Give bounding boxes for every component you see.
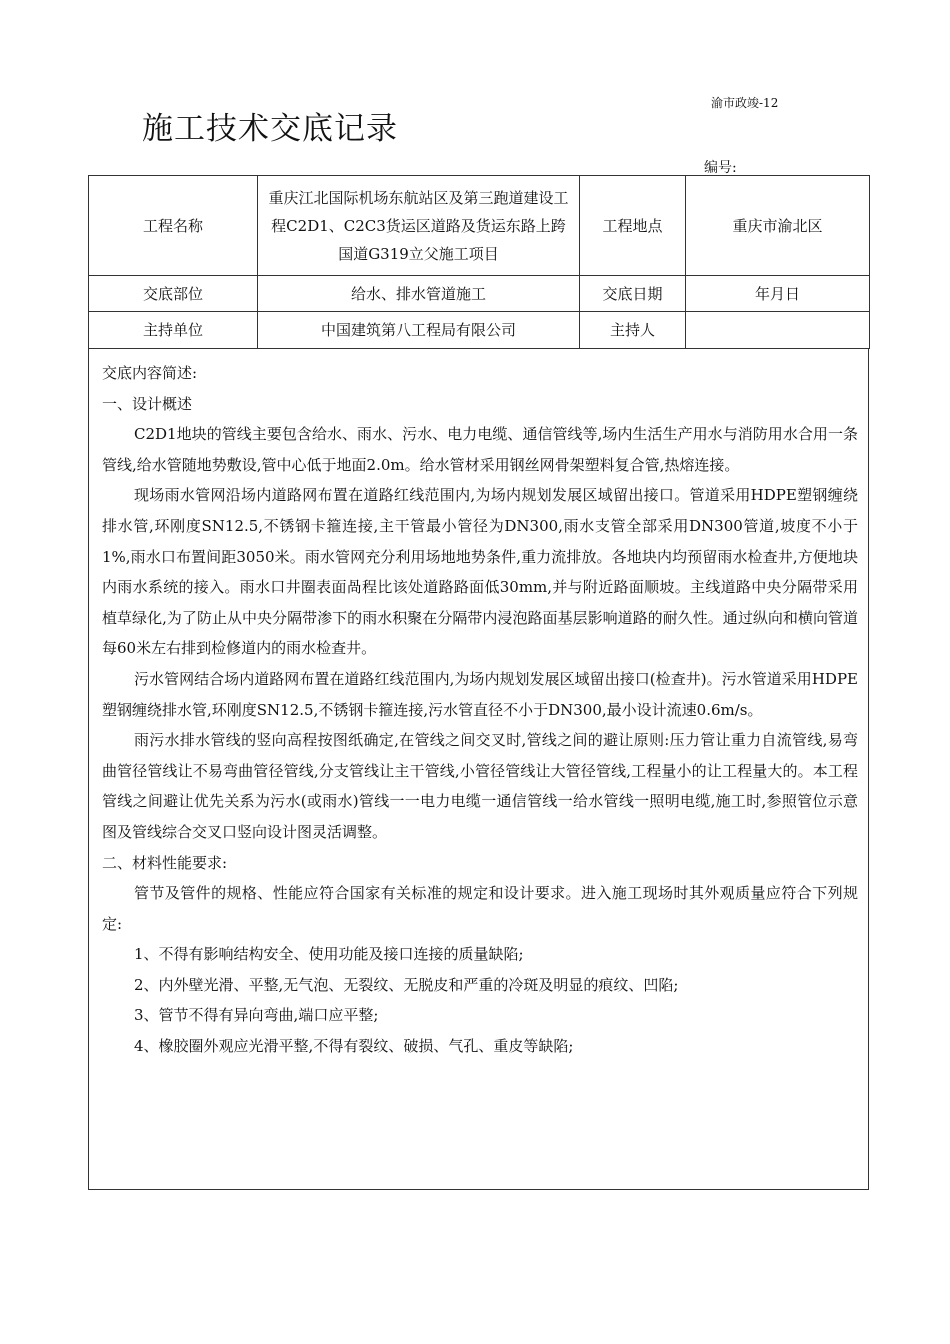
part-value: 给水、排水管道施工 <box>258 276 580 312</box>
table-row <box>89 312 870 349</box>
info-table <box>88 175 870 349</box>
paragraph: 污水管网结合场内道路网布置在道路红线范围内,为场内规划发展区域留出接口(检查井)。污水管道采用HDPE塑钢缠绕排水管,环刚度SN12.5,不锈钢卡箍连接,污水管直径不小于DN300,最小设计流速0.6m/s。 <box>102 669 858 719</box>
paragraph: 雨污水排水管线的竖向高程按图纸确定,在管线之间交叉时,管线之间的避让原则:压力管让重力自流管线,易弯曲管径管线让不易弯曲管径管线,分支管线让主干管线,小管径管线让大管径管线,工程量小的让工程量大的。本工程管线之间避让优先关系为污水(或雨水)管线一一电力电缆一通信管线一给水管线一照明电缆,施工时,参照管位示意图及管线综合交叉口竖向设计图灵活调整。 <box>102 731 858 841</box>
date-value: 年月日 <box>686 276 870 312</box>
project-name-label: 工程名称 <box>89 176 258 276</box>
part-label: 交底部位 <box>89 276 258 312</box>
table-row <box>89 176 870 276</box>
form-code: 渝市政竣-12 <box>711 96 779 110</box>
list-item: 2、内外壁光滑、平整,无气泡、无裂纹、无脱皮和严重的冷斑及明显的痕纹、凹陷; <box>134 975 679 994</box>
paragraph: C2D1地块的管线主要包含给水、雨水、污水、电力电缆、通信管线等,场内生活生产用水与消防用水合用一条管线,给水管随地势敷设,管中心低于地面2.0m。给水管材采用钢丝网骨架塑料复合管,热熔连接。 <box>102 425 858 474</box>
location-label: 工程地点 <box>580 176 686 276</box>
number-label: 编号: <box>704 160 737 176</box>
section-title: 一、设计概述 <box>102 394 193 413</box>
date-label: 交底日期 <box>580 276 686 312</box>
host-unit-label: 主持单位 <box>89 312 258 349</box>
summary-label: 交底内容简述: <box>102 364 198 382</box>
location-value: 重庆市渝北区 <box>686 176 870 276</box>
table-row <box>89 276 870 312</box>
host-person-value <box>686 312 870 349</box>
section-title: 二、材料性能要求: <box>102 853 228 872</box>
list-item: 4、橡胶圈外观应光滑平整,不得有裂纹、破损、气孔、重皮等缺陷; <box>134 1037 574 1056</box>
list-item: 1、不得有影响结构安全、使用功能及接口连接的质量缺陷; <box>134 945 524 964</box>
paragraph: 现场雨水管网沿场内道路网布置在道路红线范围内,为场内规划发展区域留出接口。管道采用HDPE塑钢缠绕排水管,环刚度SN12.5,不锈钢卡箍连接,主干管最小管径为DN300,雨水支管全部采用DN300管道,坡度不小于1%,雨水口布置间距3050米。雨水管网充分利用场地地势条件,重力流排放。各地块内均预留雨水检查井,方便地块内雨水系统的接入。雨水口井圈表面咼程比该处道路路面低30mm,并与附近路面顺坡。主线道路中央分隔带采用植草绿化,为了防止从中央分隔带渗下的雨水积聚在分隔带内浸泡路面基层影响道路的耐久性。通过纵向和横向管道每60米左右排到检修道内的雨水检查井。 <box>102 486 858 658</box>
paragraph: 管节及管件的规格、性能应符合国家有关标准的规定和设计要求。进入施工现场时其外观质量应符合下列规定: <box>102 884 858 933</box>
list-item: 3、管节不得有异向弯曲,端口应平整; <box>134 1006 379 1025</box>
host-unit-value: 中国建筑第八工程局有限公司 <box>258 312 580 349</box>
host-person-label: 主持人 <box>580 312 686 349</box>
page-title: 施工技术交底记录 <box>142 111 398 147</box>
content-box <box>88 348 869 1190</box>
project-name-value: 重庆江北国际机场东航站区及第三跑道建设工程C2D1、C2C3货运区道路及货运东路上跨国道G319立父施工项目 <box>258 176 580 276</box>
